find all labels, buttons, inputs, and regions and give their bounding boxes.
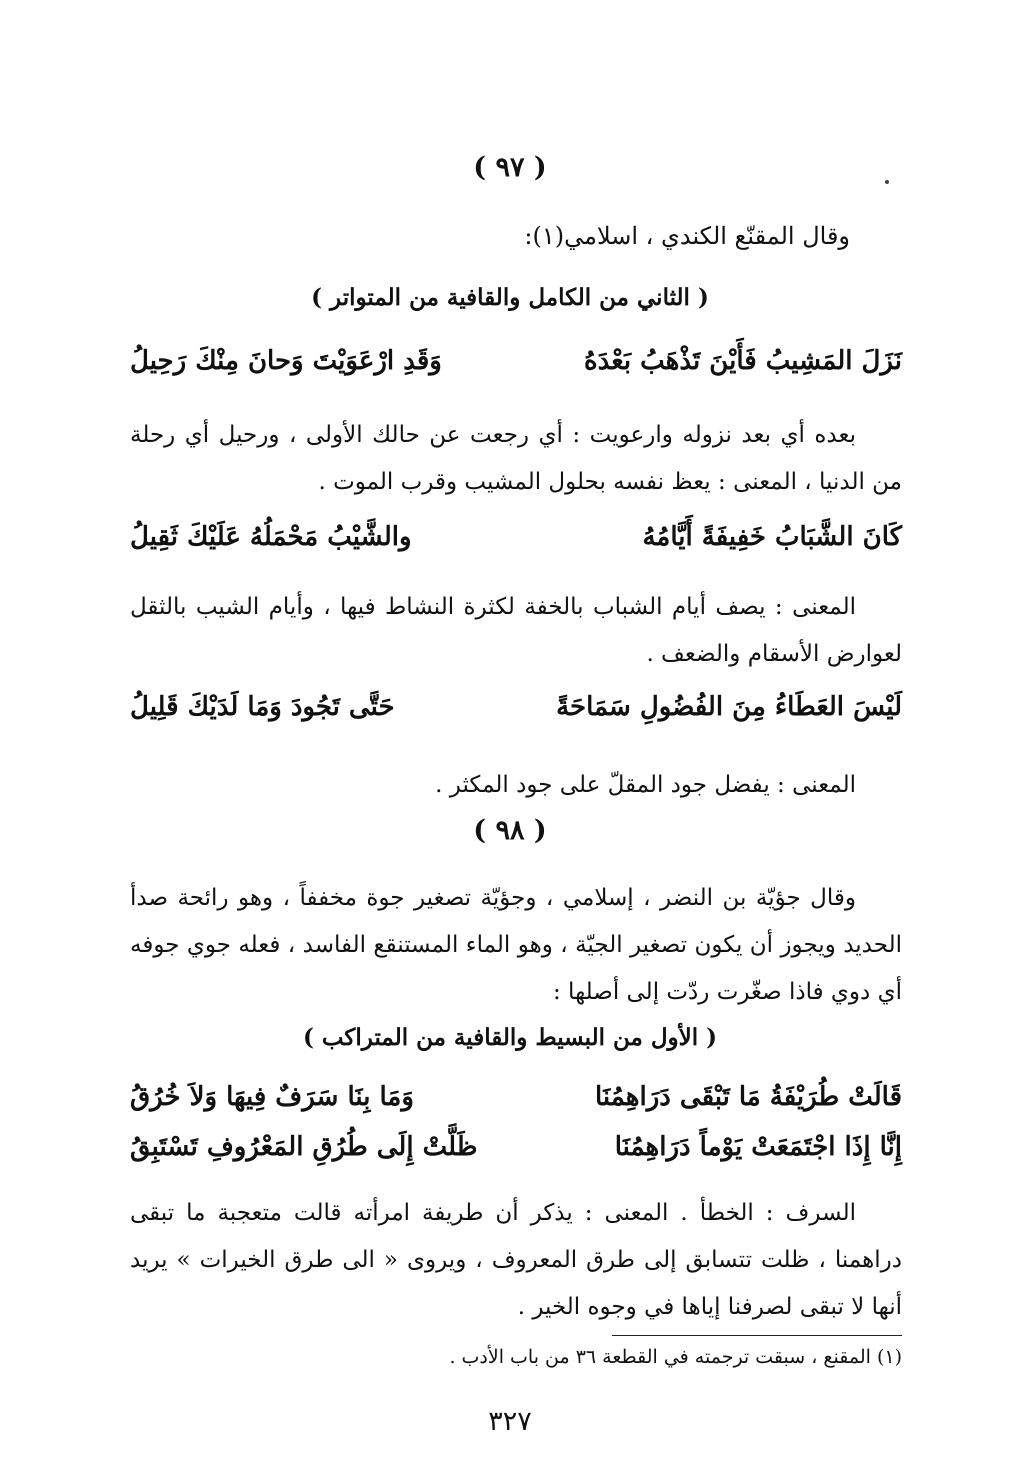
page-number: ٣٢٧ [488, 1406, 532, 1437]
meter-line: ( الأول من البسيط والقافية من المتراكب ) [302, 1024, 718, 1051]
verse-line [130, 692, 902, 736]
verse-first-hemistich: كَانَ الشَّبَابُ خَفِيفَةً أَيَّامُهُ [642, 522, 902, 552]
verse-line [130, 1132, 902, 1176]
verse-second-hemistich: ظَلَّتْ إِلَى طُرُقِ المَعْرُوفِ تَسْتَبِقُ [130, 1132, 478, 1162]
verse-line [130, 1082, 902, 1126]
verse-second-hemistich: وَقَدِ ارْعَوَيْتَ وَحانَ مِنْكَ رَحِيلُ [130, 346, 442, 376]
footnote: (١) المقنع ، سبقت ترجمته في القطعة ٣٦ من باب الأدب . [449, 1346, 902, 1368]
verse-line [130, 522, 902, 566]
poem-number: ( ٩٨ ) [473, 815, 547, 846]
verse-first-hemistich: نَزَلَ المَشِيبُ فَأَيْنَ تَذْهَبُ بَعْدَهُ [584, 346, 902, 376]
verse-first-hemistich: إِنَّا إِذَا اجْتَمَعَتْ يَوْماً دَرَاهِمُنَا [614, 1132, 902, 1162]
verse-second-hemistich: وَمَا بِنَا سَرَفٌ فِيهَا وَلاَ خُرُقُ [130, 1082, 414, 1112]
poem-intro: وقال المقنّع الكندي ، اسلامي(١): [524, 222, 850, 250]
commentary-paragraph: المعنى : يصف أيام الشباب بالخفة لكثرة النشاط فيها ، وأيام الشيب بالثقل لعوارض الأسقام والضعف . [130, 594, 902, 667]
commentary-paragraph: السرف : الخطأ . المعنى : يذكر أن طريفة امرأته قالت متعجبة ما تبقى دراهمنا ، ظلت تتسابق إلى طرق المعروف ، ويروى « الى طرق الخيرات » يريد أنها لا تبقى لصرفنا إياها في وجوه الخير . [130, 1200, 902, 1320]
verse-first-hemistich: قَالَتْ طُرَيْفَةُ مَا تَبْقَى دَرَاهِمُنَا [595, 1082, 902, 1112]
commentary-paragraph: بعده أي بعد نزوله وارعويت : أي رجعت عن حالك الأولى ، ورحيل أي رحلة من الدنيا ، المعنى : يعظ نفسه بحلول المشيب وقرب الموت . [130, 422, 902, 495]
meter-line: ( الثاني من الكامل والقافية من المتواتر ) [311, 284, 709, 311]
verse-line [130, 346, 902, 390]
poem-number: ( ٩٧ ) [473, 152, 547, 183]
verse-second-hemistich: والشَّيْبُ مَحْمَلُهُ عَلَيْكَ ثَقِيلُ [130, 522, 412, 552]
footnote-rule [612, 1335, 902, 1336]
commentary-paragraph: المعنى : يفضل جود المقلّ على جود المكثر . [435, 772, 856, 798]
poem-intro: وقال جؤيّة بن النضر ، إسلامي ، وجؤيّة تصغير جوة مخففاً ، وهو رائحة صدأ الحديد ويجوز أن يكون تصغير الجيّة ، وهو الماء المستنقع الفاسد ، فعله جوي جوفه أي دوي فاذا صغّرت ردّت إلى أصلها : [130, 885, 902, 1005]
verse-first-hemistich: لَيْسَ العَطَاءُ مِنَ الفُضُولِ سَمَاحَةً [556, 692, 902, 722]
verse-second-hemistich: حَتَّى تَجُودَ وَمَا لَدَيْكَ قَلِيلُ [130, 692, 395, 722]
